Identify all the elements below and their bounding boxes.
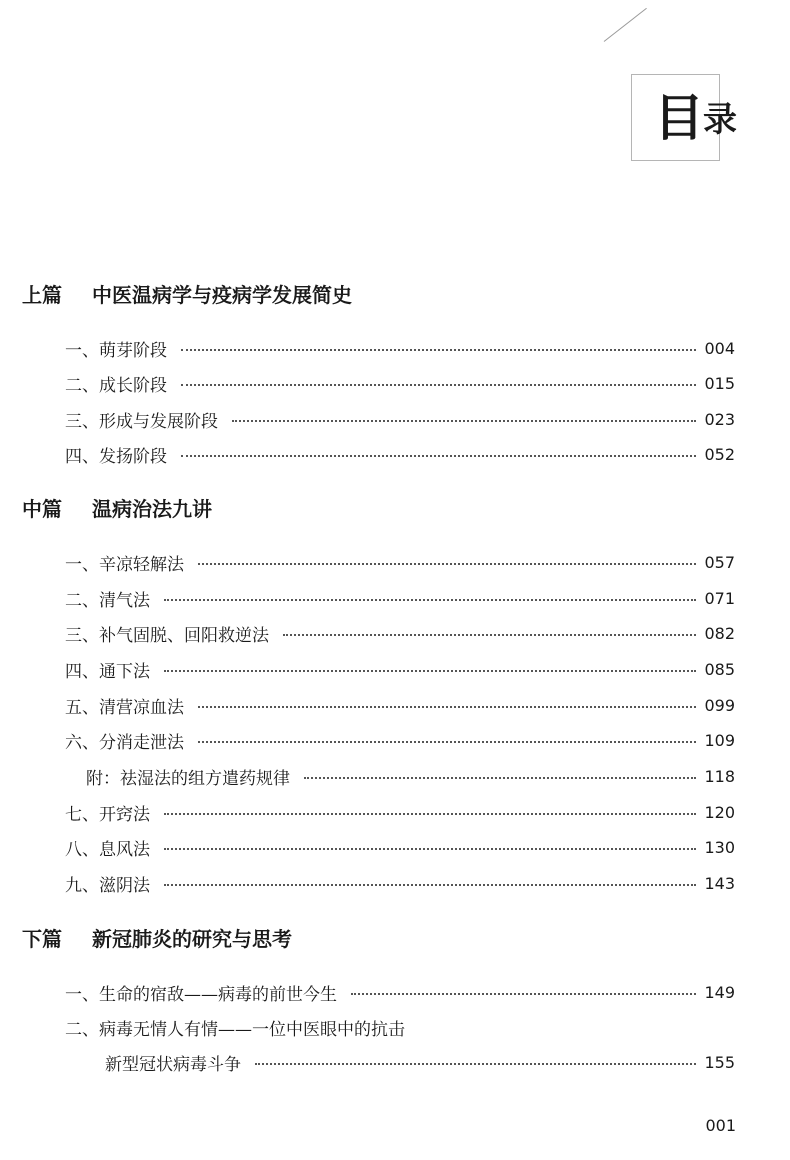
toc-entry-title: 四、通下法 [65, 661, 150, 682]
toc-entry-title: 附：祛湿法的组方遣药规律 [86, 768, 290, 789]
decorative-corner-line [604, 8, 647, 42]
toc-page-number: 155 [704, 1052, 735, 1072]
toc-entry[interactable] [65, 979, 735, 1005]
toc-entry-title: 六、分消走泄法 [65, 732, 184, 753]
toc-page-number: 082 [704, 623, 735, 643]
toc-page-number: 052 [704, 444, 735, 464]
toc-entry[interactable] [65, 441, 735, 467]
toc-entry-title: 四、发扬阶段 [65, 446, 167, 467]
part-title: 温病治法九讲 [92, 497, 212, 521]
dot-leader [304, 777, 696, 779]
dot-leader [198, 741, 696, 743]
toc-entry-title: 二、成长阶段 [65, 375, 167, 396]
toc-page-number: 004 [704, 338, 735, 358]
dot-leader [164, 884, 696, 886]
part-heading-2 [22, 495, 212, 523]
dot-leader [351, 993, 696, 995]
dot-leader [198, 563, 696, 565]
toc-page-number: 071 [704, 588, 735, 608]
toc-entry[interactable] [65, 585, 735, 611]
toc-entry-title: 一、辛凉轻解法 [65, 554, 184, 575]
toc-page-number: 130 [704, 837, 735, 857]
toc-page-number: 023 [704, 409, 735, 429]
toc-entry-title: 三、补气固脱、回阳救逆法 [65, 625, 269, 646]
toc-page-number: 099 [704, 695, 735, 715]
toc-page-number: 143 [704, 873, 735, 893]
toc-page-number: 057 [704, 552, 735, 572]
dot-leader [181, 384, 696, 386]
part-heading-3 [22, 925, 292, 953]
toc-entry[interactable] [65, 406, 735, 432]
toc-page-number: 085 [704, 659, 735, 679]
page-title-sub: 录 [703, 100, 737, 140]
toc-entry-title: 五、清营凉血法 [65, 697, 184, 718]
dot-leader [283, 634, 696, 636]
part-heading-1 [22, 281, 352, 309]
dot-leader [181, 455, 696, 457]
toc-page-number: 149 [704, 982, 735, 1002]
toc-entry-appendix[interactable] [86, 763, 735, 789]
dot-leader [164, 848, 696, 850]
toc-page-number: 109 [704, 730, 735, 750]
page-folio: 001 [705, 1116, 736, 1135]
toc-entry-line2[interactable] [105, 1049, 735, 1075]
toc-entry-line1[interactable] [65, 1014, 405, 1040]
toc-entry[interactable] [65, 620, 735, 646]
dot-leader [164, 813, 696, 815]
toc-entry-title: 二、清气法 [65, 590, 150, 611]
toc-entry[interactable] [65, 799, 735, 825]
toc-page-number: 120 [704, 802, 735, 822]
toc-entry-title: 一、萌芽阶段 [65, 340, 167, 361]
toc-entry[interactable] [65, 370, 735, 396]
part-label: 下篇 [22, 927, 62, 951]
dot-leader [198, 706, 696, 708]
part-label: 上篇 [22, 283, 62, 307]
toc-page-number: 015 [704, 373, 735, 393]
page-title-main: 目 [654, 89, 704, 147]
part-label: 中篇 [22, 497, 62, 521]
toc-entry[interactable] [65, 656, 735, 682]
toc-entry-title: 八、息风法 [65, 839, 150, 860]
toc-entry-title: 七、开窍法 [65, 804, 150, 825]
dot-leader [181, 349, 696, 351]
dot-leader [232, 420, 696, 422]
toc-entry[interactable] [65, 335, 735, 361]
part-title: 中医温病学与疫病学发展简史 [92, 283, 352, 307]
toc-entry-title: 三、形成与发展阶段 [65, 411, 218, 432]
toc-entry[interactable] [65, 834, 735, 860]
dot-leader [255, 1063, 696, 1065]
toc-entry-title: 二、病毒无情人有情——一位中医眼中的抗击 [65, 1019, 405, 1040]
toc-entry[interactable] [65, 727, 735, 753]
part-title: 新冠肺炎的研究与思考 [92, 927, 292, 951]
toc-entry[interactable] [65, 549, 735, 575]
toc-page-number: 118 [704, 766, 735, 786]
toc-entry-title: 一、生命的宿敌——病毒的前世今生 [65, 984, 337, 1005]
toc-entry[interactable] [65, 870, 735, 896]
toc-entry-title: 新型冠状病毒斗争 [105, 1054, 241, 1075]
dot-leader [164, 599, 696, 601]
dot-leader [164, 670, 696, 672]
toc-entry[interactable] [65, 692, 735, 718]
toc-entry-title: 九、滋阴法 [65, 875, 150, 896]
